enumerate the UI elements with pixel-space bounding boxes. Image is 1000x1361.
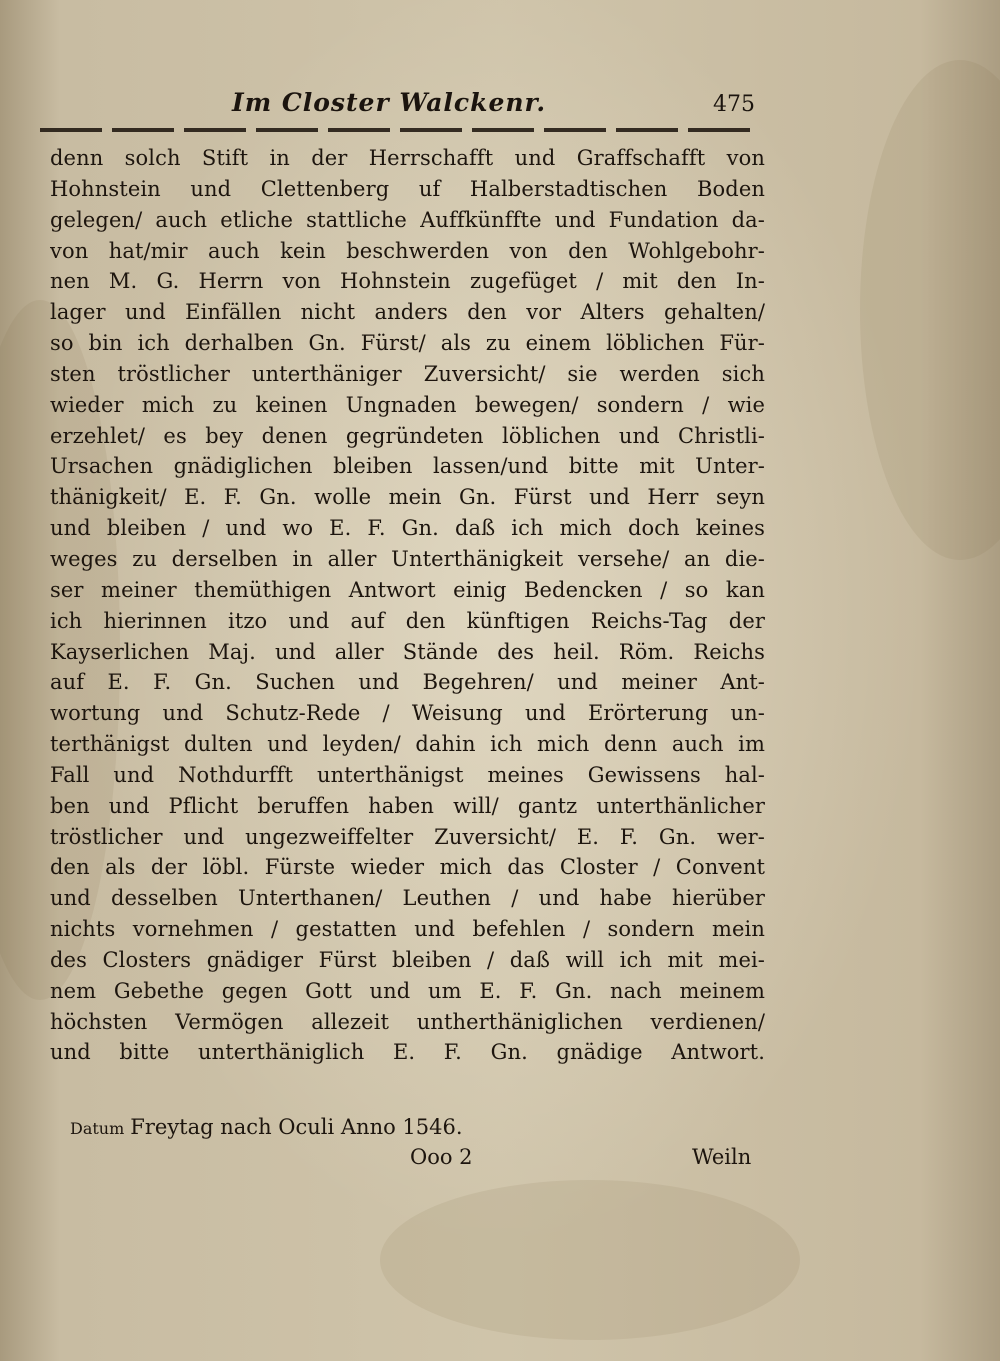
text-line: ich hierinnen itzo und auf den künftigen Reichs-Tag der [50, 608, 765, 633]
text-line: auf E. F. Gn. Suchen und Begehren/ und meiner Ant- [50, 670, 765, 695]
text-line: und desselben Unterthanen/ Leuthen / und habe hierüber [50, 886, 765, 911]
page-number: 475 [713, 92, 755, 117]
text-line: Fall und Nothdurfft unterthänigst meines Gewissens hal- [50, 762, 765, 787]
running-head [0, 84, 1000, 124]
text-line: Ursachen gnädiglichen bleiben lassen/und bitte mit Unter- [50, 454, 765, 479]
text-line: wieder mich zu keinen Ungnaden bewegen/ sondern / wie [50, 392, 765, 417]
text-line: denn solch Stift in der Herrschafft und Graffschafft von [50, 146, 765, 170]
text-line: erzehlet/ es bey denen gegründeten löblichen und Christli- [50, 423, 765, 448]
paper-stain [860, 60, 1000, 560]
header-rule [40, 128, 756, 132]
text-line: wortung und Schutz-Rede / Weisung und Erörterung un- [50, 701, 765, 726]
text-line: thänigkeit/ E. F. Gn. wolle mein Gn. Fürst und Herr seyn [50, 485, 765, 510]
text-line: gelegen/ auch etliche stattliche Auffkünffte und Fundation da- [50, 207, 765, 232]
text-line: weges zu derselben in aller Unterthänigkeit versehe/ an die- [50, 546, 765, 571]
catchword: Weiln [692, 1145, 752, 1169]
datum-line [70, 1115, 463, 1139]
text-line: höchsten Vermögen allezeit untherthäniglichen verdienen/ [50, 1009, 765, 1034]
text-line: nichts vornehmen / gestatten und befehlen / sondern mein [50, 917, 765, 942]
text-line: nem Gebethe gegen Gott und um E. F. Gn. nach meinem [50, 978, 765, 1003]
text-line: ser meiner themüthigen Antwort einig Bedencken / so kan [50, 577, 765, 602]
text-line: ben und Pflicht beruffen haben will/ gantz unterthänlicher [50, 793, 765, 818]
paper-stain [380, 1180, 800, 1340]
running-title: Im Closter Walckenr. [232, 88, 547, 117]
text-line: terthänigst dulten und leyden/ dahin ich mich denn auch im [50, 732, 765, 757]
signature-mark: Ooo 2 [410, 1145, 473, 1169]
text-line: und bitte unterthäniglich E. F. Gn. gnädige Antwort. [50, 1040, 765, 1065]
text-line: so bin ich derhalben Gn. Fürst/ als zu einem löblichen Für- [50, 331, 765, 356]
text-line: des Closters gnädiger Fürst bleiben / daß will ich mit mei- [50, 947, 765, 972]
text-line: Hohnstein und Clettenberg uf Halberstadtischen Boden [50, 176, 765, 201]
datum-label: Datum [70, 1119, 125, 1138]
text-line: von hat/mir auch kein beschwerden von den Wohlgebohr- [50, 238, 765, 263]
text-line: den als der löbl. Fürste wieder mich das Closter / Convent [50, 855, 765, 880]
text-line: Kayserlichen Maj. und aller Stände des heil. Röm. Reichs [50, 639, 765, 664]
text-line: und bleiben / und wo E. F. Gn. daß ich mich doch keines [50, 516, 765, 541]
text-line: nen M. G. Herrn von Hohnstein zugefüget / mit den In- [50, 269, 765, 294]
text-line: lager und Einfällen nicht anders den vor Alters gehalten/ [50, 300, 765, 325]
text-line: tröstlicher und ungezweiffelter Zuversicht/ E. F. Gn. wer- [50, 824, 765, 849]
text-line: sten tröstlicher unterthäniger Zuversicht/ sie werden sich [50, 361, 765, 386]
datum-text: Freytag nach Oculi Anno 1546. [130, 1115, 463, 1139]
body-text [50, 143, 765, 1068]
page-footer [0, 1145, 1000, 1179]
